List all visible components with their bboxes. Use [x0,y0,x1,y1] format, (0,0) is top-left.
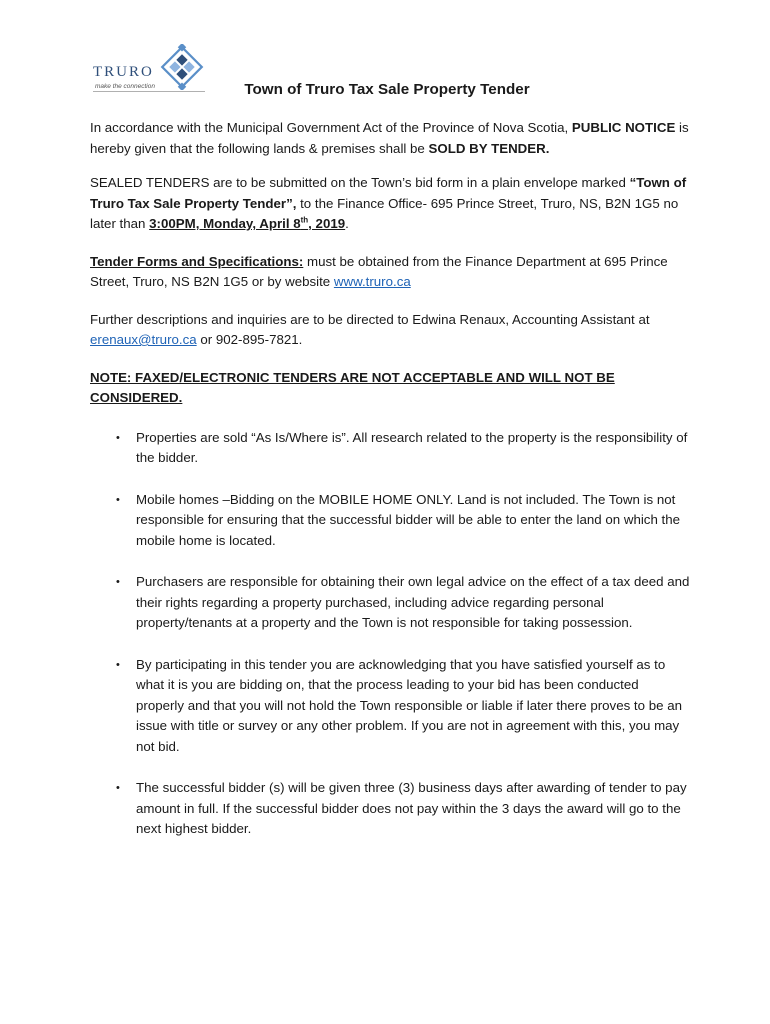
list-item [90,572,690,634]
logo-tagline: make the connection [95,83,155,90]
list-item-text: Purchasers are responsible for obtaining their own legal advice on the effect of a tax deed and their rights regarding a property purchased, including advice regarding personal property/tenants at a property and the Town is not responsible for taking possession. [136,574,690,630]
list-item-text: Mobile homes –Bidding on the MOBILE HOME ONLY. Land is not included. The Town is not responsible for ensuring that the successful bidder will be able to enter the land on which the mobile home is located. [136,491,681,548]
envelope-marking: “Town of Truro Tax Sale Property Tender”, [90,175,687,211]
email-link[interactable]: erenaux@truro.ca [90,332,197,347]
list-item [90,428,690,469]
note-warning: NOTE: FAXED/ELECTRONIC TENDERS ARE NOT ACCEPTABLE AND WILL NOT BE CONSIDERED. [90,369,615,405]
website-link[interactable]: www.truro.ca [333,274,411,289]
tender-forms-label: Tender Forms and Specifications: [90,253,304,269]
deadline-year: , 2019 [308,216,346,231]
deadline-ordinal: th [300,215,309,225]
tender-forms-paragraph [90,252,690,293]
sealed-end: . [345,216,349,231]
deadline-date: 3:00PM, Monday, April 8 [149,216,301,231]
phone-text: or 902-895-7821. [196,332,303,347]
list-item [90,655,690,758]
document-body [90,118,690,861]
bullet-icon: • [116,493,120,506]
inquiries-paragraph [90,310,690,351]
bullet-icon: • [116,431,120,444]
sealed-text-2: to the Finance Office- 695 Prince Street, Truro, NS, B2N 1G5 no later than [90,195,679,231]
logo-wordmark: TRURO [93,64,154,80]
public-notice-label: PUBLIC NOTICE [571,120,676,135]
inquiries-text: Further descriptions and inquiries are to be directed to Edwina Renaux, Accounting Assistant at [90,311,650,327]
bullet-icon: • [116,658,120,671]
tender-forms-text: must be obtained from the Finance Department at 695 Prince Street, Truro, NS B2N 1G5 or by website [90,253,668,289]
intro-text-1: In accordance with the Municipal Government Act of the Province of Nova Scotia, [90,120,572,135]
deadline [149,216,345,231]
sold-by-tender-label: SOLD BY TENDER. [428,140,550,156]
list-item [90,490,690,552]
document-title: Town of Truro Tax Sale Property Tender [244,81,530,98]
bullet-icon: • [116,782,120,794]
list-item-text: Properties are sold “As Is/Where is”. All research related to the property is the responsibility of the bidder. [136,429,688,465]
list-item [90,778,690,840]
sealed-text-1: SEALED TENDERS are to be submitted on the Town’s bid form in a plain envelope marked [90,175,630,190]
sealed-tenders-paragraph [90,173,690,235]
bullet-icon: • [116,576,120,588]
list-item-text: The successful bidder (s) will be given three (3) business days after awarding of tender to pay amount in full. If the successful bidder does not pay within the 3 days the award will go to the next highest bidder. [136,780,687,836]
intro-text-2: is hereby given that the following lands & premises shall be [90,120,689,156]
intro-paragraph [90,118,690,159]
list-item-text: By participating in this tender you are acknowledging that you have satisfied yourself as to what it is you are bidding on, that the process leading to your bid has been conducted properly and that you will not hold the Town responsible or liable if later there proves to be an issue with title or survey or any other problem. If you are not in agreement with this, you may not bid. [136,656,682,754]
conditions-list [90,428,690,840]
